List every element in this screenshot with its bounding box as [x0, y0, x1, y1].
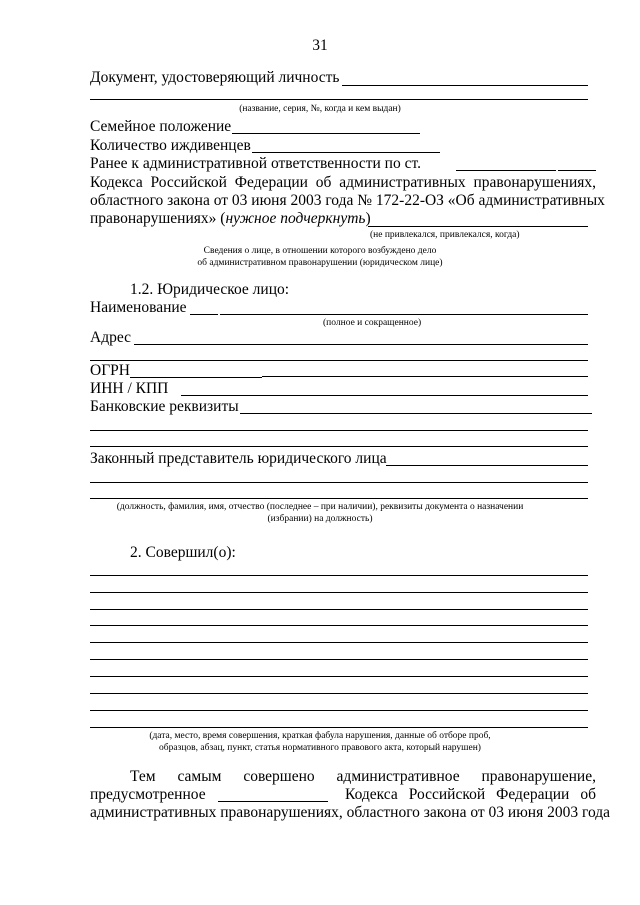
bank-details-field[interactable] — [240, 413, 592, 414]
legal-representative-field-line3[interactable] — [90, 498, 588, 499]
closing-line3: административных правонарушениях, областного закона от 03 июня 2003 года — [90, 804, 611, 821]
address-field[interactable] — [134, 344, 588, 345]
dependents-label: Количество иждивенцев — [90, 137, 251, 154]
closing-line2-end: Кодекса Российской Федерации об — [345, 786, 596, 803]
article-field-2[interactable] — [558, 170, 596, 171]
ogrn-field[interactable] — [130, 377, 262, 378]
document-id-field-line2[interactable] — [90, 99, 588, 100]
committed-field-line8[interactable] — [90, 693, 588, 694]
document-id-hint: (название, серия, №, когда и кем выдан) — [239, 104, 401, 114]
name-field-prefix[interactable] — [190, 314, 218, 315]
address-label: Адрес — [90, 329, 131, 346]
inn-kpp-label: ИНН / КПП — [90, 380, 169, 397]
page-number: 31 — [312, 37, 328, 54]
name-field[interactable] — [220, 314, 588, 315]
committed-field-line5[interactable] — [90, 642, 588, 643]
ogrn-label: ОГРН — [90, 362, 130, 379]
legal-representative-field[interactable] — [386, 465, 588, 466]
marital-status-field[interactable] — [232, 133, 420, 134]
committed-field-line10[interactable] — [90, 727, 588, 728]
ogrn-field-extension[interactable] — [262, 376, 588, 377]
legal-representative-hint-line2: (избрании) на должность) — [267, 514, 373, 524]
bank-details-field-line2[interactable] — [90, 430, 588, 431]
document-id-field[interactable] — [342, 85, 588, 86]
underline-hint: нужное подчеркнуть — [225, 210, 366, 227]
closing-article-field[interactable] — [218, 801, 328, 802]
committed-hint-line2: образцов, абзац, пункт, статья нормативного правового акта, который нарушен) — [159, 743, 481, 753]
document-id-label: Документ, удостоверяющий личность — [90, 69, 340, 86]
legal-representative-label: Законный представитель юридического лица — [90, 450, 387, 467]
legal-entity-heading: 1.2. Юридическое лицо: — [130, 281, 290, 298]
committed-field-line4[interactable] — [90, 625, 588, 626]
committed-field-line9[interactable] — [90, 710, 588, 711]
section-caption-line1: Сведения о лице, в отношении которого возбуждено дело — [203, 246, 437, 256]
committed-field-line6[interactable] — [90, 659, 588, 660]
legal-representative-field-line2[interactable] — [90, 482, 588, 483]
address-field-line2[interactable] — [90, 360, 588, 361]
committed-field-line7[interactable] — [90, 676, 588, 677]
dependents-field[interactable] — [252, 152, 440, 153]
prior-liability-line1: Ранее к административной ответственности по ст. — [90, 155, 421, 172]
prior-liability-line2: Кодекса Российской Федерации об административных правонарушениях, — [90, 174, 596, 191]
section-caption-line2: об административном правонарушении (юридическом лице) — [197, 258, 443, 268]
committed-heading: 2. Совершил(о): — [130, 544, 236, 561]
article-field[interactable] — [456, 170, 556, 171]
prior-liability-line4: правонарушениях» (нужное подчеркнуть) — [90, 210, 371, 227]
closing-line1: Тем самым совершено административное правонарушение, — [130, 768, 596, 785]
name-label: Наименование — [90, 299, 187, 316]
prior-liability-field[interactable] — [368, 226, 588, 227]
prior-liability-hint: (не привлекался, привлекался, когда) — [370, 230, 520, 240]
committed-field-line1[interactable] — [90, 575, 588, 576]
prior-liability-line3: областного закона от 03 июня 2003 года № 172-22-ОЗ «Об административных — [90, 192, 605, 209]
name-hint: (полное и сокращенное) — [323, 318, 422, 328]
committed-field-line3[interactable] — [90, 609, 588, 610]
committed-hint-line1: (дата, место, время совершения, краткая фабула нарушения, данные об отборе проб, — [149, 731, 491, 741]
legal-representative-hint-line1: (должность, фамилия, имя, отчество (последнее – при наличии), реквизиты документа о назначении — [116, 502, 524, 512]
closing-line2-start: предусмотренное — [90, 786, 206, 803]
bank-details-label: Банковские реквизиты — [90, 398, 239, 415]
bank-details-field-line3[interactable] — [90, 446, 588, 447]
marital-status-label: Семейное положение — [90, 118, 232, 135]
inn-kpp-field[interactable] — [181, 395, 588, 396]
committed-field-line2[interactable] — [90, 592, 588, 593]
